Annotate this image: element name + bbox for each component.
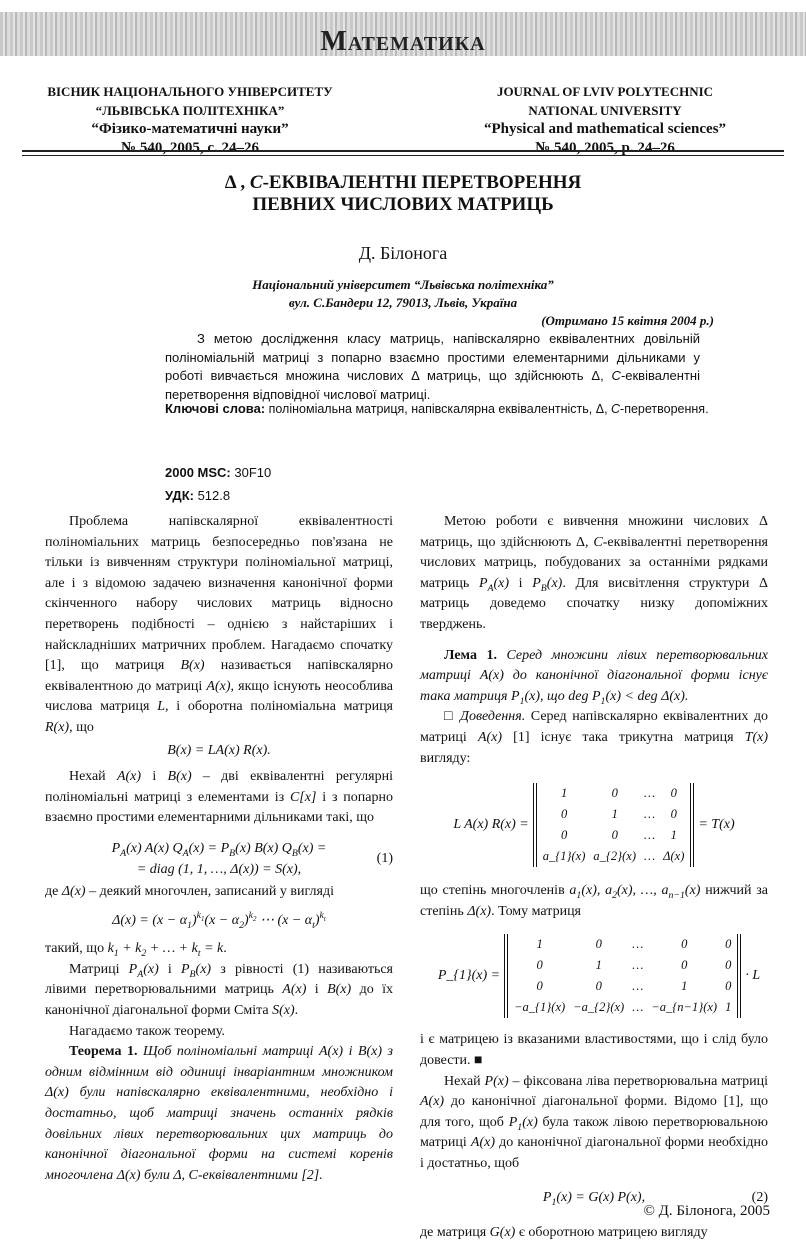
matrix-cell: 1	[595, 958, 602, 973]
matrix-cell: −a_{2}(x)	[573, 1000, 625, 1015]
abstract: З метою дослідження класу матриць, напівскалярно еквівалентних довільній поліноміальній матриці з попарно взаємно простими елементарними дільниками у роботі вивчається множина числових Δ матриць, що здійснюють Δ, C-еквівалентні перетворення відповідної числової матриці.	[165, 331, 700, 402]
msc-label: 2000 MSC:	[165, 465, 231, 480]
journal-name: “ЛЬВІВСЬКА ПОЛІТЕХНІКА”	[95, 103, 285, 118]
copyright: © Д. Білонога, 2005	[643, 1203, 770, 1219]
matrix-cell: 1	[560, 786, 568, 801]
matrix-lhs: P_{1}(x) =	[437, 968, 501, 984]
proof: □ Доведення. Серед напівскалярно еквівалентних до матриці A(x) [1] існує така трикутна матриця T(x) вигляду:	[420, 709, 769, 766]
lemma-label: Лема 1.	[444, 647, 497, 663]
paragraph: такий, що $k_1 + k_2$ + … + $k_t = k$.	[45, 941, 227, 960]
equation-number: (1)	[376, 850, 393, 866]
matrix-equation-1	[420, 783, 768, 867]
matrix-cell: 0	[536, 979, 543, 994]
theorem-text: Щоб поліноміальні матриці A(x) і B(x) з одним відмінним від одиниці інваріантним множником Δ(x) були напівскалярно еквівалентними, необхідно і достатньо, щоб матриці значень останніх рядків довільних лівих перетворювальних цих матриць до канонічної діагональної форми на системі коренів многочлена Δ(x) були Δ, C-еквівалентними [2].	[45, 1044, 393, 1183]
matrix-cell: 0	[536, 958, 543, 973]
paragraph: де матриця G(x) є оборотною матрицею вигляду	[420, 1225, 708, 1241]
paragraph: що степінь многочленів $a_1(x)$, $a_2(x)$, …, $a_{n-1}(x)$ нижчий за степінь Δ(x). Тому матриця	[420, 883, 769, 919]
matrix-row	[510, 934, 735, 955]
matrix-cell: …	[644, 828, 656, 843]
matrix-cell: 1	[725, 1000, 732, 1015]
matrix-cell: 0	[611, 828, 618, 843]
journal-header-ua	[40, 82, 340, 158]
matrix-row	[510, 976, 735, 997]
matrix-row	[539, 804, 689, 825]
matrix-cell: 0	[725, 937, 732, 952]
matrix-cell: Δ(x)	[663, 849, 685, 864]
udc-value: 512.8	[193, 488, 231, 503]
section-banner	[0, 12, 806, 56]
equation-line: $P_A(x)$ A(x) $Q_A(x) = P_B(x)$ B(x) $Q_B(x)$ =	[111, 840, 327, 859]
journal-series: “Physical and mathematical sciences”	[483, 121, 727, 137]
matrix-cell: 0	[670, 786, 677, 801]
matrix-row	[539, 846, 689, 867]
matrix-row	[510, 997, 735, 1018]
matrix-cell: …	[644, 849, 656, 864]
keywords	[165, 401, 725, 416]
matrix-cell: −a_{1}(x)	[514, 1000, 566, 1015]
paragraph: Нехай P(x) – фіксована ліва перетворювальна матриці A(x) до канонічної діагональної форми. Відомо [1], що для того, щоб $P_1(x)$ була також лівою перетворювальною матриці A(x) до канонічної діагональної форми необхідно і достатньо, щоб	[420, 1073, 769, 1171]
paragraph: Метою роботи є вивчення множини числових Δ матриць, що здійснюють Δ, C-еквівалентні перетворення числових матриць, побудованих за останніми рядками матриць $P_A(x)$ і $P_B(x)$. Для висвітлення структури Δ матриць доведемо спочатку низку допоміжних тверджень.	[420, 514, 768, 632]
matrix-cell: 0	[560, 828, 568, 843]
affiliation	[0, 276, 806, 312]
journal-name: ВІСНИК НАЦІОНАЛЬНОГО УНІВЕРСИТЕТУ	[47, 84, 333, 99]
matrix-cell: a_{2}(x)	[593, 849, 637, 864]
equation-1	[45, 839, 393, 880]
matrix-cell: 0	[595, 979, 602, 994]
equation: B(x) = LA(x) R(x).	[167, 742, 271, 758]
matrix-cell: …	[644, 807, 656, 822]
matrix-cell: 0	[670, 807, 677, 822]
journal-name: NATIONAL UNIVERSITY	[528, 103, 682, 118]
matrix-cell: …	[632, 1000, 644, 1015]
matrix-equation-2	[410, 934, 788, 1018]
paper-title	[0, 172, 806, 216]
matrix	[504, 934, 741, 1018]
matrix-cell: …	[632, 958, 644, 973]
paragraph: і є матрицею із вказаними властивостями, що і слід було довести. ■	[420, 1032, 768, 1068]
matrix-cell: 0	[560, 807, 568, 822]
equation-number: (2)	[751, 1190, 768, 1206]
matrix-row	[510, 955, 735, 976]
matrix-cell: 0	[681, 937, 688, 952]
journal-header-en	[455, 82, 755, 158]
matrix-cell: 0	[611, 786, 618, 801]
theorem-1	[45, 1042, 393, 1186]
matrix-cell: 0	[725, 958, 732, 973]
affiliation-line: вул. С.Бандери 12, 79013, Львів, Україна	[288, 295, 518, 310]
matrix-cell: 0	[595, 937, 602, 952]
lemma-text: Серед множини лівих перетворювальних матриці A(x) до канонічної діагональної форми існує така матриця $P_1(x)$, що deg $P_1(x)$ < deg Δ(x).	[420, 647, 768, 707]
journal-series: “Фізико-математичні науки”	[91, 121, 289, 137]
matrix-cell: …	[632, 937, 644, 952]
matrix-cell: 0	[725, 979, 732, 994]
paragraph: де Δ(x) – деякий многочлен, записаний у вигляді	[45, 884, 334, 900]
lemma-1	[420, 646, 768, 708]
matrix-lhs: L A(x) R(x) =	[453, 816, 529, 832]
matrix-cell: 1	[536, 937, 543, 952]
right-column	[420, 512, 768, 1244]
matrix-cell: 1	[681, 979, 688, 994]
matrix-cell: −a_{n−1}(x)	[651, 1000, 718, 1015]
journal-issue: № 540, 2005, с. 24–26	[121, 140, 259, 156]
matrix-cell: 1	[611, 807, 618, 822]
matrix-row	[539, 825, 689, 846]
received-date: (Отримано 15 квітня 2004 р.)	[541, 313, 714, 328]
equation-line: $P_1(x) = G(x)$ P(x),	[542, 1190, 646, 1209]
author: Д. Білонога	[358, 243, 448, 263]
paragraph: Проблема напівскалярної еквівалентності поліноміальних матриць безпосередньо пов'язана не тільки із вивченням структури поліноміальної матриці, але і з відомою задачею визначення канонічної форми скінченного набору числових матриць відносно перетворень подібності – однією з найстаріших і найскладніших матричних проблем. Нагадаємо спочатку [1], що матриця B(x) називається напівскалярно еквівалентною до матриці A(x), якщо існують неособлива числова матриця L, і оборотна поліноміальна матриця R(x), що	[45, 514, 393, 735]
header-rule	[22, 150, 784, 156]
equation-line: = diag (1, 1, …, Δ(x)) = S(x),	[136, 861, 302, 877]
matrix-cell: 1	[670, 828, 677, 843]
matrix-rhs: = T(x)	[698, 816, 735, 832]
matrix-cell: a_{1}(x)	[542, 849, 586, 864]
paragraph: Нагадаємо також теорему.	[69, 1023, 225, 1039]
matrix-rhs: · L	[745, 968, 761, 984]
journal-issue: № 540, 2005, p. 24–26	[535, 140, 675, 156]
matrix	[533, 783, 695, 867]
paragraph: Нехай A(x) і B(x) – дві еквівалентні регулярні поліноміальні матриці з елементами із C[x] і з попарно взаємно простими елементарними дільниками такі, що	[45, 769, 393, 826]
paragraph: Матриці $P_A(x)$ і $P_B(x)$ з рівності (1) називаються лівими перетворювальними матриць A(x) і B(x) до їх канонічної діагональної форми Сміта S(x).	[45, 961, 394, 1019]
affiliation-line: Національний університет “Львівська політехніка”	[252, 277, 554, 292]
keywords-label: Ключові слова:	[165, 401, 266, 416]
matrix-row	[539, 783, 689, 804]
matrix-cell: …	[644, 786, 656, 801]
theorem-label: Теорема 1.	[69, 1044, 138, 1060]
keywords-text: поліноміальна матриця, напівскалярна еквівалентність, Δ, C-перетворення.	[265, 402, 709, 416]
classification	[165, 461, 271, 507]
title-line: Δ , C-ЕКВІВАЛЕНТНІ ПЕРЕТВОРЕННЯ	[224, 172, 582, 193]
udc-label: УДК:	[165, 488, 194, 503]
title-line: ПЕВНИХ ЧИСЛОВИХ МАТРИЦЬ	[252, 194, 554, 215]
equation: $\Delta(x) = (x - \alpha_1)^{k_1}(x - \alpha_2)^{k_2}$ ⋯ $(x - \alpha_t)^{k_t}$	[112, 910, 326, 931]
left-column	[45, 512, 393, 1186]
msc-value: 30F10	[230, 465, 272, 480]
journal-name: JOURNAL OF LVIV POLYTECHNIC	[496, 84, 714, 99]
matrix-cell: …	[632, 979, 644, 994]
matrix-cell: 0	[681, 958, 688, 973]
section-title: Математика	[320, 26, 486, 57]
